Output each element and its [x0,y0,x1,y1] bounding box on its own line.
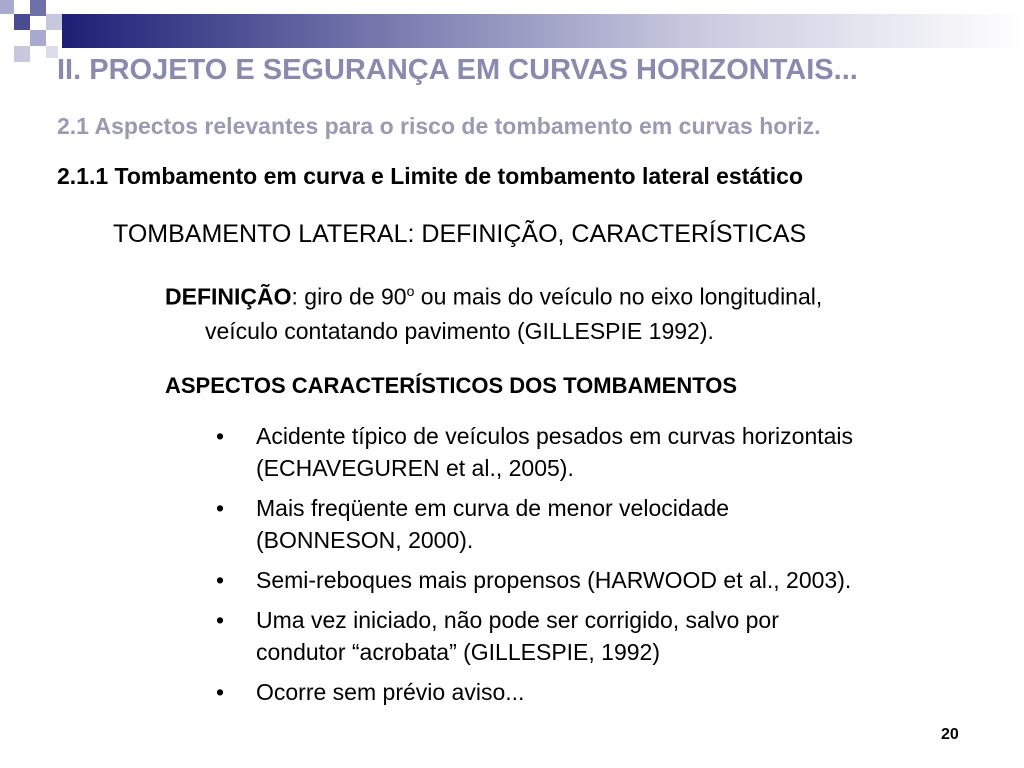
definition-line2: veículo contatando pavimento (GILLESPIE 1992). [205,317,714,344]
list-item-line1: Ocorre sem prévio aviso... [256,679,525,705]
list-item [216,676,1016,708]
header-gradient-bar [62,14,1024,48]
deco-square [46,14,62,30]
slide-subsubtitle: 2.1.1 Tombamento em curva e Limite de tombamento lateral estático [57,163,804,189]
list-item-line2: condutor “acrobata” (GILLESPIE, 1992) [256,639,660,665]
list-item [216,492,1016,556]
deco-square [30,0,46,16]
list-item-line2: (ECHAVEGUREN et al., 2005). [256,455,574,481]
deco-square [14,14,30,30]
degree-superscript: o [406,283,415,299]
deco-square [14,46,30,62]
slide-title: II. PROJETO E SEGURANÇA EM CURVAS HORIZONTAIS... [57,54,858,86]
list-item-line1: Semi-reboques mais propensos (HARWOOD et al., 2003). [256,567,852,593]
definition-term: DEFINIÇÃO [165,283,292,310]
list-item-line2: (BONNESON, 2000). [256,527,474,553]
definition-text-part2: ou mais do veículo no eixo longitudinal, [414,283,823,310]
definition-paragraph [165,274,1005,348]
bullet-icon: • [216,495,225,521]
deco-square [0,0,14,14]
page-number: 20 [941,726,959,743]
list-item-line1: Mais freqüente em curva de menor velocidade [256,495,730,521]
list-item [216,604,1016,668]
list-item [216,564,1016,596]
aspects-heading: ASPECTOS CARACTERÍSTICOS DOS TOMBAMENTOS [165,373,738,398]
list-item-line1: Uma vez iniciado, não pode ser corrigido, salvo por [256,607,779,633]
bullet-icon: • [216,567,225,593]
aspects-list [216,420,1016,708]
bullet-icon: • [216,679,225,705]
slide-subtitle: 2.1 Aspectos relevantes para o risco de tombamento em curvas horiz. [57,113,821,139]
deco-square [30,30,46,46]
list-item [216,420,1016,484]
definition-text-part1: : giro de 90 [291,283,407,310]
bullet-icon: • [216,607,225,633]
section-heading: TOMBAMENTO LATERAL: DEFINIÇÃO, CARACTERÍSTICAS [113,220,807,248]
bullet-icon: • [216,423,225,449]
list-item-line1: Acidente típico de veículos pesados em curvas horizontais [256,423,854,449]
